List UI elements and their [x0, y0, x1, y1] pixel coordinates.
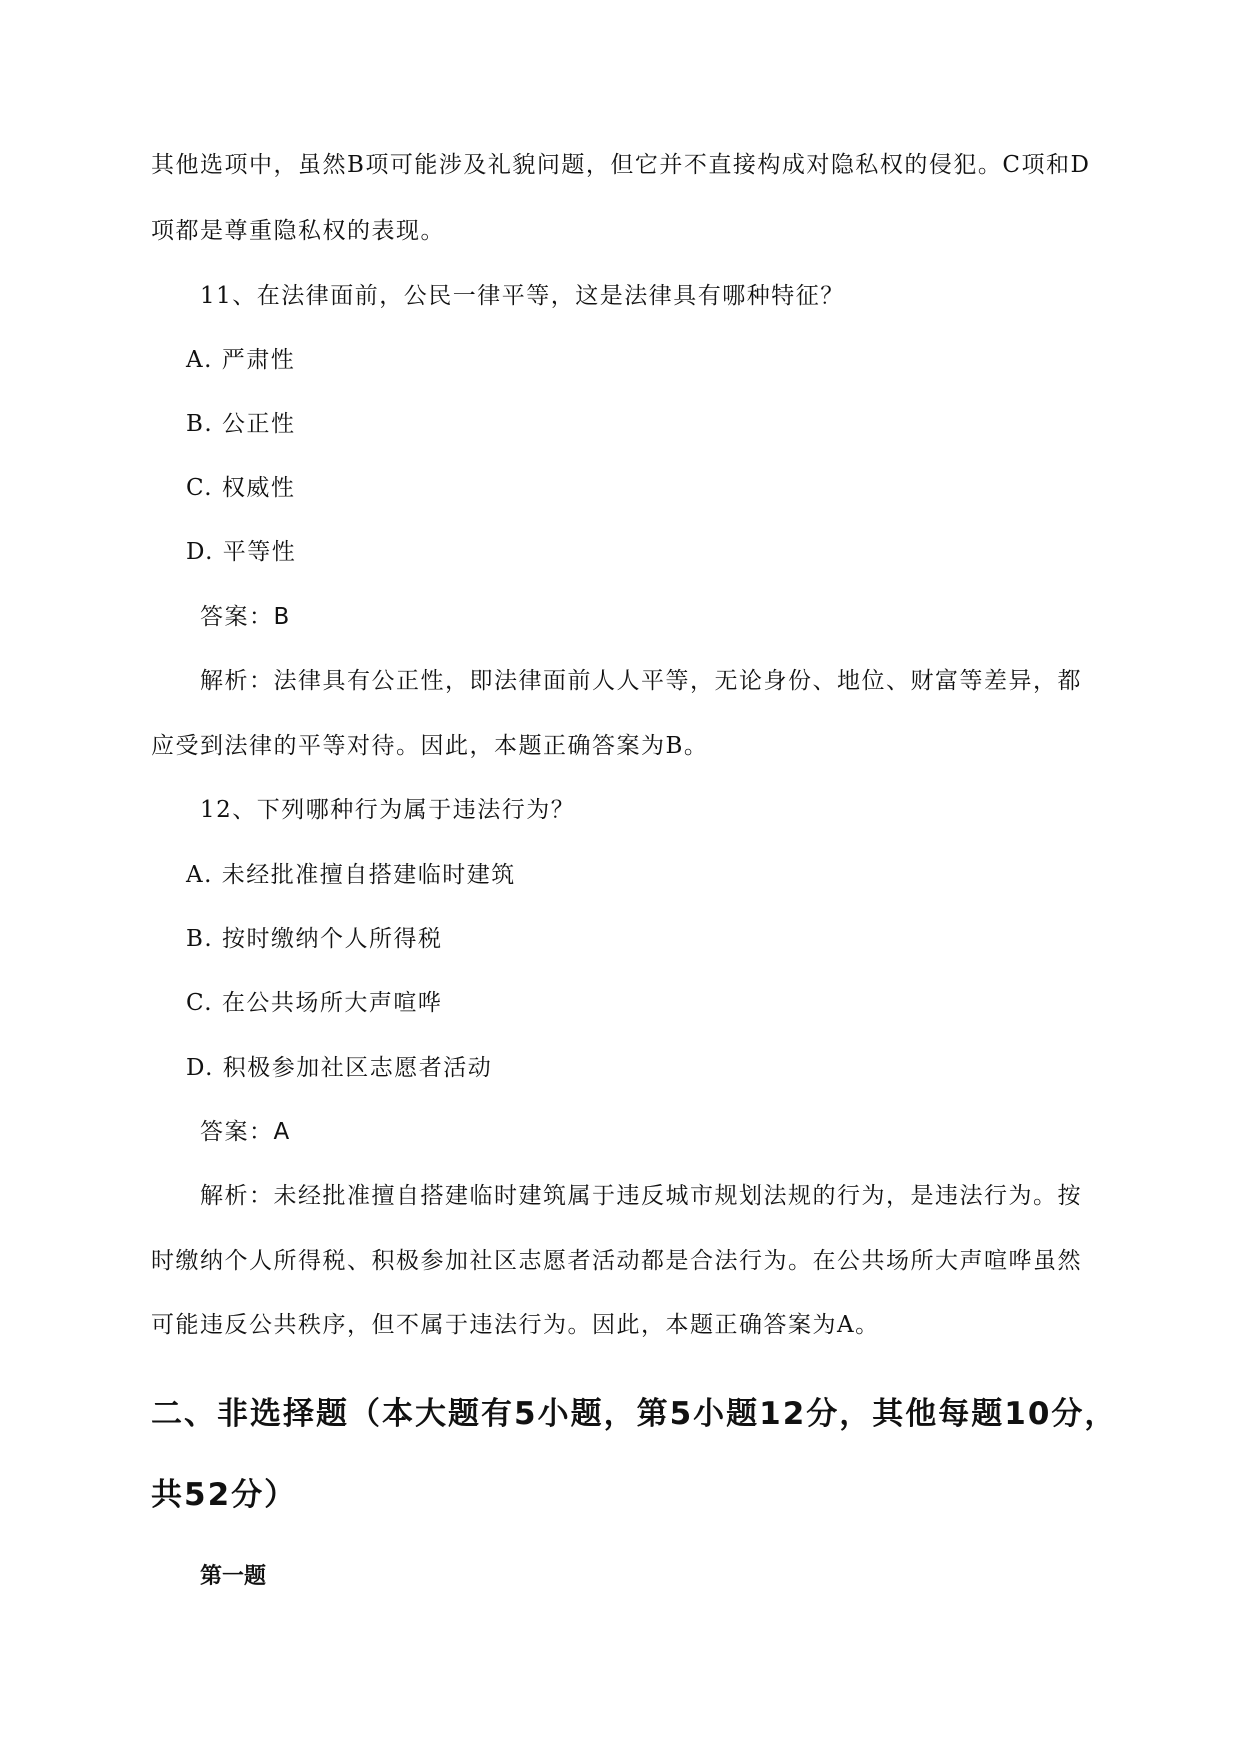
prev-explanation-line-1: 其他选项中，虽然B项可能涉及礼貌问题，但它并不直接构成对隐私权的侵犯。C项和D: [151, 152, 1091, 178]
first-question-title: 第一题: [200, 1564, 267, 1589]
q12-option-b: B. 按时缴纳个人所得税: [186, 926, 443, 952]
q11-analysis-line-1: 解析：法律具有公正性，即法律面前人人平等，无论身份、地位、财富等差异，都: [200, 668, 1082, 694]
q11-analysis-line-2: 应受到法律的平等对待。因此，本题正确答案为B。: [151, 733, 709, 759]
q12-option-c: C. 在公共场所大声喧哗: [186, 990, 443, 1016]
q12-answer: 答案：A: [200, 1119, 291, 1145]
q11-option-c: C. 权威性: [186, 475, 296, 501]
q12-analysis-line-2: 时缴纳个人所得税、积极参加社区志愿者活动都是合法行为。在公共场所大声喧哗虽然: [151, 1248, 1082, 1274]
q12-analysis-line-3: 可能违反公共秩序，但不属于违法行为。因此，本题正确答案为A。: [151, 1312, 880, 1338]
section-heading-line-1: 二、非选择题（本大题有5小题，第5小题12分，其他每题10分，: [151, 1396, 1118, 1432]
q11-option-a: A. 严肃性: [186, 347, 296, 373]
section-heading-line-2: 共52分）: [151, 1477, 298, 1513]
prev-explanation-line-2: 项都是尊重隐私权的表现。: [151, 218, 445, 244]
question-12: 12、下列哪种行为属于违法行为？: [200, 797, 576, 823]
q12-option-d: D. 积极参加社区志愿者活动: [186, 1055, 493, 1081]
question-11: 11、在法律面前，公民一律平等，这是法律具有哪种特征？: [200, 283, 845, 309]
q11-option-b: B. 公正性: [186, 411, 296, 437]
q11-answer: 答案：B: [200, 604, 291, 630]
q11-option-d: D. 平等性: [186, 539, 297, 565]
q12-analysis-line-1: 解析：未经批准擅自搭建临时建筑属于违反城市规划法规的行为，是违法行为。按: [200, 1183, 1082, 1209]
q12-option-a: A. 未经批准擅自搭建临时建筑: [186, 862, 516, 888]
